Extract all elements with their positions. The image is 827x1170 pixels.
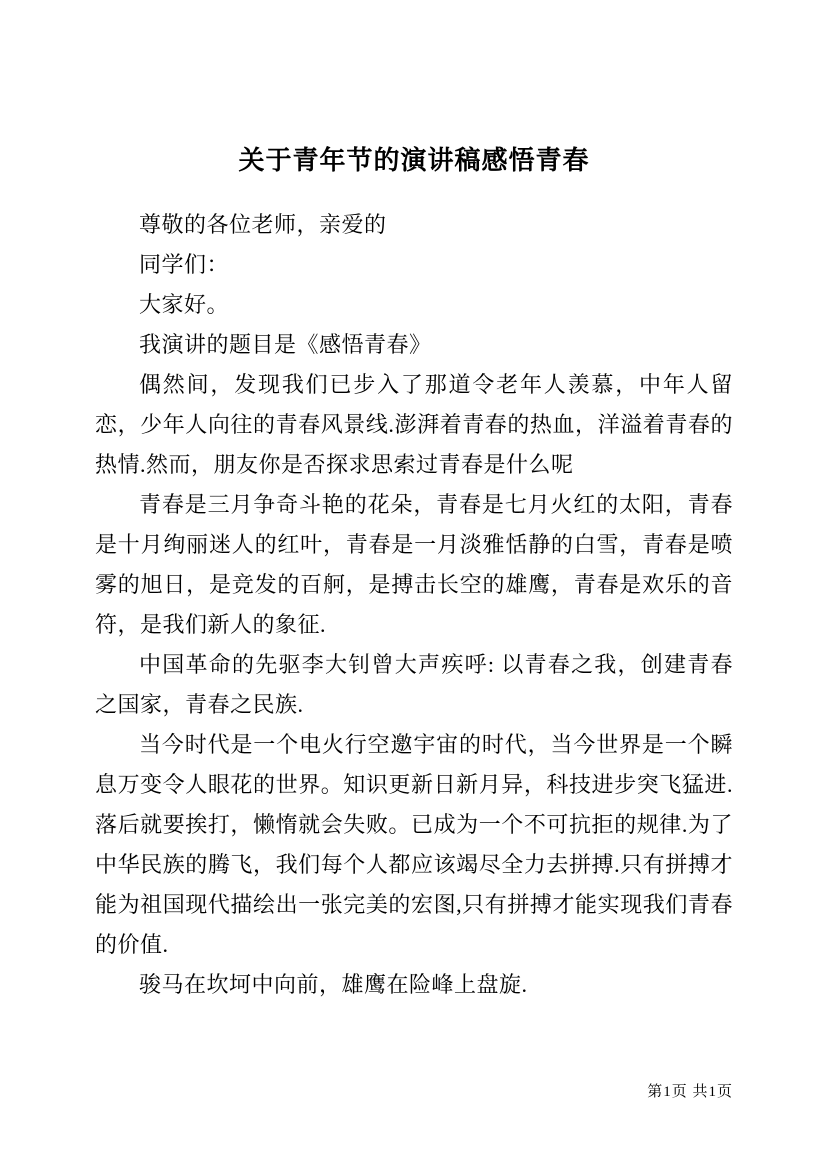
paragraph-body-1: 偶然间，发现我们已步入了那道令老年人羡慕，中年人留恋，少年人向往的青春风景线.澎湃着青春的热血，洋溢着青春的热情.然而，朋友你是否探求思索过青春是什么呢 xyxy=(95,372,733,477)
paragraph-body-3: 中国革命的先驱李大钊曾大声疾呼: 以青春之我，创建青春之国家，青春之民族. xyxy=(95,652,733,717)
paragraph-greeting: 大家好。 xyxy=(139,292,230,317)
page-number-indicator: 第1页 共1页 xyxy=(647,1084,733,1100)
page-footer xyxy=(95,1080,733,1101)
paragraph-body-5: 骏马在坎坷中向前，雄鹰在险峰上盘旋. xyxy=(139,972,528,997)
paragraph-body-4: 当今时代是一个电火行空邀宇宙的时代，当今世界是一个瞬息万变令人眼花的世界。知识更新日新月异，科技进步突飞猛进.落后就要挨打，懒惰就会失败。已成为一个不可抗拒的规律.为了中华民族的腾飞，我们每个人都应该竭尽全力去拼搏.只有拼搏才能为祖国现代描绘出一张完美的宏图,只有拼搏才能实现我们青春的价值. xyxy=(95,732,733,957)
paragraph-body-2: 青春是三月争奇斗艳的花朵，青春是七月火红的太阳，青春是十月绚丽迷人的红叶，青春是一月淡雅恬静的白雪，青春是喷雾的旭日，是竞发的百舸，是搏击长空的雄鹰，青春是欢乐的音符，是我们新人的象征. xyxy=(95,492,733,637)
document-body xyxy=(95,140,733,1005)
document-title: 关于青年节的演讲稿感悟青春 xyxy=(238,146,590,175)
paragraph-salutation: 尊敬的各位老师，亲爱的 xyxy=(139,212,387,237)
paragraph-topic: 我演讲的题目是《感悟青春》 xyxy=(139,332,432,357)
paragraph-addressees: 同学们： xyxy=(139,252,230,277)
